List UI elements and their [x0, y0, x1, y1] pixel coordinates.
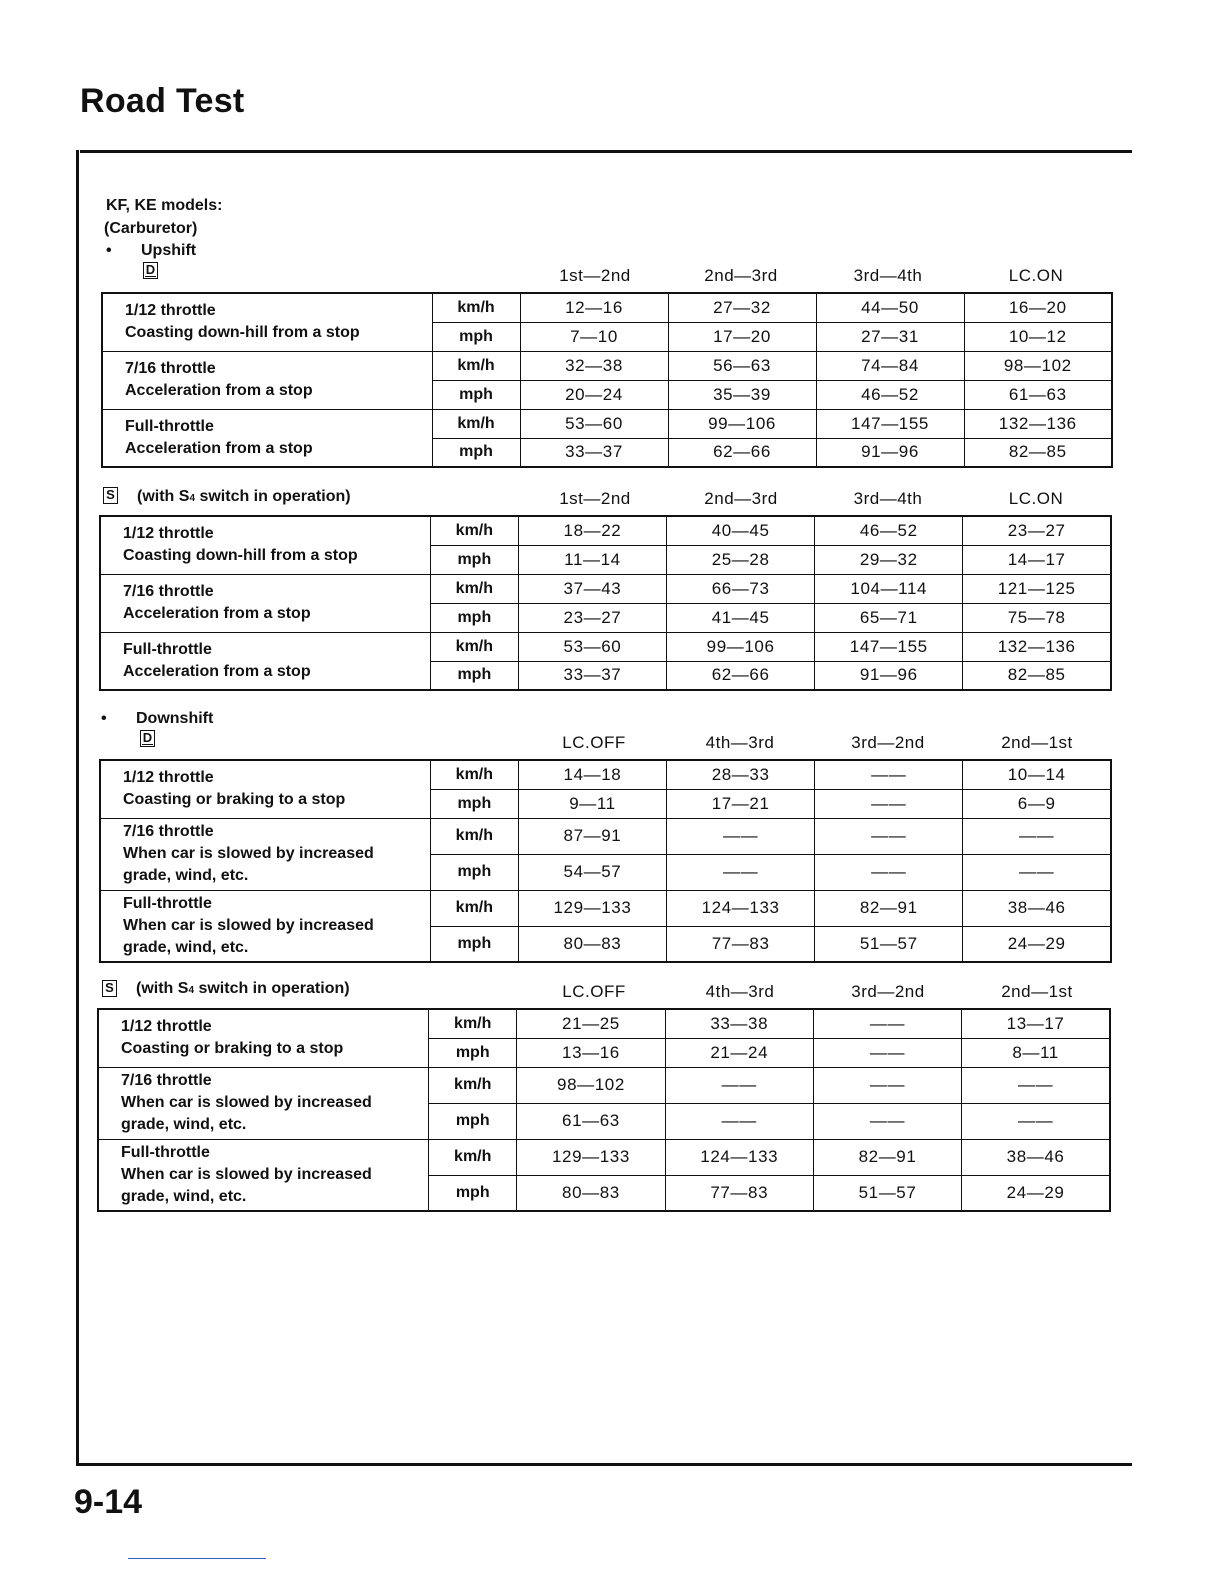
speed-value-cell: 38—46: [963, 890, 1111, 926]
condition-description: [98, 1139, 429, 1211]
speed-value-cell: 129—133: [518, 890, 666, 926]
speed-value-cell: 104—114: [815, 574, 963, 603]
condition-line: Coasting or braking to a stop: [123, 791, 346, 809]
unit-cell: km/h: [430, 760, 518, 789]
speed-value-cell: 147—155: [815, 632, 963, 661]
condition-line: Acceleration from a stop: [123, 662, 311, 680]
table-row: [98, 1067, 1110, 1103]
table-row: [102, 293, 1112, 322]
speed-value-cell: ——: [815, 818, 963, 854]
speed-value-cell: 54—57: [518, 854, 666, 890]
condition-line: When car is slowed by increased: [121, 1165, 372, 1183]
downshift-title: Downshift: [136, 710, 214, 727]
column-header: 1st—2nd: [559, 489, 631, 508]
speed-value-cell: 37—43: [518, 574, 666, 603]
condition-line: Acceleration from a stop: [123, 605, 311, 622]
frame-bottom-rule: [76, 1463, 1132, 1466]
condition-line: Full-throttle: [123, 640, 212, 658]
speed-value-cell: 33—37: [518, 661, 666, 690]
speed-value-cell: 74—84: [816, 351, 964, 380]
table-row: [100, 632, 1111, 661]
speed-value-cell: 147—155: [816, 409, 964, 438]
speed-value-cell: ——: [962, 1067, 1110, 1103]
condition-line: Coasting or braking to a stop: [121, 1040, 344, 1058]
speed-value-cell: 61—63: [517, 1103, 665, 1139]
unit-cell: km/h: [430, 818, 518, 854]
speed-value-cell: 21—24: [665, 1038, 813, 1067]
condition-line: 7/16 throttle: [125, 360, 216, 377]
speed-value-cell: 62—66: [667, 661, 815, 690]
unit-cell: mph: [429, 1103, 517, 1139]
speed-value-cell: 80—83: [518, 926, 666, 962]
condition-line: When car is slowed by increased: [123, 845, 374, 862]
table-row: [100, 818, 1111, 854]
speed-value-cell: 51—57: [815, 926, 963, 962]
condition-line: 1/12 throttle: [121, 1018, 212, 1036]
condition-line: Full-throttle: [121, 1143, 210, 1161]
speed-value-cell: 6—9: [963, 789, 1111, 818]
condition-line: 1/12 throttle: [123, 525, 214, 543]
speed-value-cell: 29—32: [815, 545, 963, 574]
speed-value-cell: 56—63: [668, 351, 816, 380]
condition-line: 7/16 throttle: [121, 1072, 212, 1089]
speed-value-cell: 17—20: [668, 322, 816, 351]
speed-value-cell: ——: [813, 1038, 961, 1067]
table-row: [98, 1009, 1110, 1038]
condition-description: [100, 760, 430, 818]
upshift-s-table: [99, 515, 1112, 691]
page-title: Road Test: [80, 82, 245, 120]
speed-value-cell: ——: [667, 854, 815, 890]
unit-cell: mph: [430, 926, 518, 962]
speed-value-cell: 9—11: [518, 789, 666, 818]
speed-value-cell: 129—133: [517, 1139, 665, 1175]
speed-value-cell: 17—21: [667, 789, 815, 818]
unit-cell: mph: [429, 1175, 517, 1211]
caption-subscript: 4: [189, 493, 195, 504]
page-number: 9-14: [74, 1483, 143, 1521]
speed-value-cell: 82—85: [963, 661, 1111, 690]
speed-value-cell: 80—83: [517, 1175, 665, 1211]
unit-cell: mph: [430, 854, 518, 890]
speed-value-cell: 77—83: [667, 926, 815, 962]
d-range-icon: D: [143, 262, 158, 279]
column-header: 4th—3rd: [705, 982, 775, 1001]
s-range-icon: S: [102, 980, 117, 997]
condition-description: [100, 890, 430, 962]
speed-value-cell: 27—31: [816, 322, 964, 351]
upshift-title: Upshift: [141, 242, 197, 259]
condition-line: Acceleration from a stop: [125, 382, 313, 399]
speed-value-cell: 62—66: [668, 438, 816, 467]
condition-description: [98, 1067, 429, 1139]
speed-value-cell: ——: [815, 760, 963, 789]
condition-line: grade, wind, etc.: [123, 867, 249, 884]
unit-cell: mph: [432, 322, 520, 351]
speed-value-cell: 98—102: [517, 1067, 665, 1103]
condition-line: Coasting down-hill from a stop: [125, 324, 360, 342]
speed-value-cell: 46—52: [816, 380, 964, 409]
speed-value-cell: ——: [962, 1103, 1110, 1139]
speed-value-cell: 27—32: [668, 293, 816, 322]
unit-cell: km/h: [430, 516, 518, 545]
speed-value-cell: 24—29: [963, 926, 1111, 962]
speed-value-cell: 14—17: [963, 545, 1111, 574]
table-row: [98, 1139, 1110, 1175]
unit-cell: km/h: [429, 1139, 517, 1175]
speed-value-cell: 33—37: [520, 438, 668, 467]
speed-value-cell: 87—91: [518, 818, 666, 854]
speed-value-cell: ——: [963, 818, 1111, 854]
condition-line: Acceleration from a stop: [125, 439, 313, 457]
unit-cell: mph: [430, 545, 518, 574]
column-header: 3rd—4th: [853, 266, 923, 285]
column-header: 1st—2nd: [559, 266, 631, 285]
speed-value-cell: 82—91: [813, 1139, 961, 1175]
speed-value-cell: 18—22: [518, 516, 666, 545]
condition-description: [98, 1009, 429, 1067]
speed-value-cell: 20—24: [520, 380, 668, 409]
speed-value-cell: ——: [665, 1067, 813, 1103]
speed-value-cell: ——: [815, 854, 963, 890]
speed-value-cell: 32—38: [520, 351, 668, 380]
frame-top-rule: [80, 150, 1132, 153]
speed-value-cell: 124—133: [665, 1139, 813, 1175]
speed-value-cell: 23—27: [518, 603, 666, 632]
speed-value-cell: 23—27: [963, 516, 1111, 545]
condition-description: [100, 632, 430, 690]
table-row: [100, 574, 1111, 603]
speed-value-cell: 51—57: [813, 1175, 961, 1211]
speed-value-cell: 124—133: [667, 890, 815, 926]
speed-value-cell: 10—12: [964, 322, 1112, 351]
speed-value-cell: 98—102: [964, 351, 1112, 380]
downshift-d-table: [99, 759, 1112, 963]
condition-line: When car is slowed by increased: [121, 1094, 372, 1111]
condition-description: [100, 818, 430, 890]
speed-value-cell: 14—18: [518, 760, 666, 789]
condition-line: 1/12 throttle: [123, 769, 214, 787]
caption-text: (with S: [136, 980, 189, 997]
speed-value-cell: 132—136: [963, 632, 1111, 661]
condition-line: Full-throttle: [125, 417, 214, 435]
fuel-type-label: (Carburetor): [104, 220, 198, 237]
speed-value-cell: ——: [813, 1103, 961, 1139]
unit-cell: km/h: [432, 351, 520, 380]
upshift-d-table: [101, 292, 1113, 468]
condition-line: When car is slowed by increased: [123, 916, 374, 934]
speed-value-cell: 7—10: [520, 322, 668, 351]
downshift-bullet: •: [101, 710, 107, 727]
table-row: [102, 409, 1112, 438]
speed-value-cell: 91—96: [815, 661, 963, 690]
speed-value-cell: ——: [667, 818, 815, 854]
condition-line: Coasting down-hill from a stop: [123, 547, 358, 565]
condition-description: [102, 409, 432, 467]
caption-subscript: 4: [188, 985, 194, 996]
footer-link-rule: [128, 1558, 266, 1559]
unit-cell: km/h: [430, 632, 518, 661]
speed-value-cell: 53—60: [520, 409, 668, 438]
speed-value-cell: 13—17: [962, 1009, 1110, 1038]
speed-value-cell: 28—33: [667, 760, 815, 789]
speed-value-cell: 33—38: [665, 1009, 813, 1038]
downshift-s-table: [97, 1008, 1111, 1212]
speed-value-cell: 77—83: [665, 1175, 813, 1211]
speed-value-cell: ——: [813, 1067, 961, 1103]
table-row: [100, 516, 1111, 545]
speed-value-cell: 11—14: [518, 545, 666, 574]
unit-cell: mph: [430, 603, 518, 632]
speed-value-cell: 10—14: [963, 760, 1111, 789]
column-header: LC.ON: [1008, 489, 1064, 508]
condition-line: grade, wind, etc.: [121, 1116, 247, 1133]
column-header: 2nd—3rd: [704, 489, 778, 508]
condition-line: grade, wind, etc.: [121, 1187, 247, 1205]
speed-value-cell: 91—96: [816, 438, 964, 467]
column-header: 3rd—2nd: [851, 733, 925, 752]
speed-value-cell: 16—20: [964, 293, 1112, 322]
column-header: 2nd—1st: [1001, 733, 1073, 752]
condition-line: 7/16 throttle: [123, 823, 214, 840]
condition-line: 1/12 throttle: [125, 302, 216, 320]
column-header: LC.OFF: [562, 733, 626, 752]
speed-value-cell: 82—91: [815, 890, 963, 926]
unit-cell: km/h: [429, 1067, 517, 1103]
unit-cell: km/h: [430, 574, 518, 603]
speed-value-cell: ——: [665, 1103, 813, 1139]
speed-value-cell: 82—85: [964, 438, 1112, 467]
speed-value-cell: 61—63: [964, 380, 1112, 409]
unit-cell: mph: [432, 438, 520, 467]
unit-cell: km/h: [432, 293, 520, 322]
unit-cell: mph: [430, 661, 518, 690]
speed-value-cell: 8—11: [962, 1038, 1110, 1067]
models-label: KF, KE models:: [106, 197, 223, 214]
speed-value-cell: 21—25: [517, 1009, 665, 1038]
condition-description: [102, 293, 432, 351]
table-row: [102, 351, 1112, 380]
unit-cell: km/h: [432, 409, 520, 438]
speed-value-cell: 38—46: [962, 1139, 1110, 1175]
speed-value-cell: 53—60: [518, 632, 666, 661]
condition-description: [102, 351, 432, 409]
unit-cell: km/h: [430, 890, 518, 926]
speed-value-cell: 24—29: [962, 1175, 1110, 1211]
condition-line: grade, wind, etc.: [123, 938, 249, 956]
d-range-icon: D: [140, 730, 155, 747]
table-row: [100, 760, 1111, 789]
speed-value-cell: 12—16: [520, 293, 668, 322]
unit-cell: km/h: [429, 1009, 517, 1038]
caption-text: (with S: [137, 488, 190, 505]
condition-description: [100, 516, 430, 574]
frame-left-rule: [76, 150, 79, 1463]
unit-cell: mph: [430, 789, 518, 818]
speed-value-cell: ——: [813, 1009, 961, 1038]
condition-description: [100, 574, 430, 632]
speed-value-cell: 44—50: [816, 293, 964, 322]
speed-value-cell: ——: [963, 854, 1111, 890]
caption-text: switch in operation): [194, 980, 350, 997]
speed-value-cell: 66—73: [667, 574, 815, 603]
speed-value-cell: 99—106: [668, 409, 816, 438]
speed-value-cell: ——: [815, 789, 963, 818]
condition-line: 7/16 throttle: [123, 583, 214, 600]
column-header: LC.ON: [1008, 266, 1064, 285]
speed-value-cell: 65—71: [815, 603, 963, 632]
s-range-icon: S: [103, 487, 118, 504]
column-header: 2nd—3rd: [704, 266, 778, 285]
speed-value-cell: 75—78: [963, 603, 1111, 632]
column-header: 3rd—2nd: [851, 982, 925, 1001]
speed-value-cell: 99—106: [667, 632, 815, 661]
s-mode-caption: [137, 488, 351, 506]
column-header: LC.OFF: [562, 982, 626, 1001]
condition-line: Full-throttle: [123, 894, 212, 912]
caption-text: switch in operation): [195, 488, 351, 505]
speed-value-cell: 35—39: [668, 380, 816, 409]
speed-value-cell: 121—125: [963, 574, 1111, 603]
speed-value-cell: 41—45: [667, 603, 815, 632]
speed-value-cell: 40—45: [667, 516, 815, 545]
speed-value-cell: 25—28: [667, 545, 815, 574]
column-header: 4th—3rd: [705, 733, 775, 752]
upshift-bullet: •: [106, 242, 112, 259]
column-header: 3rd—4th: [853, 489, 923, 508]
speed-value-cell: 132—136: [964, 409, 1112, 438]
s-mode-caption: [136, 980, 350, 998]
unit-cell: mph: [429, 1038, 517, 1067]
speed-value-cell: 46—52: [815, 516, 963, 545]
column-header: 2nd—1st: [1001, 982, 1073, 1001]
unit-cell: mph: [432, 380, 520, 409]
speed-value-cell: 13—16: [517, 1038, 665, 1067]
table-row: [100, 890, 1111, 926]
